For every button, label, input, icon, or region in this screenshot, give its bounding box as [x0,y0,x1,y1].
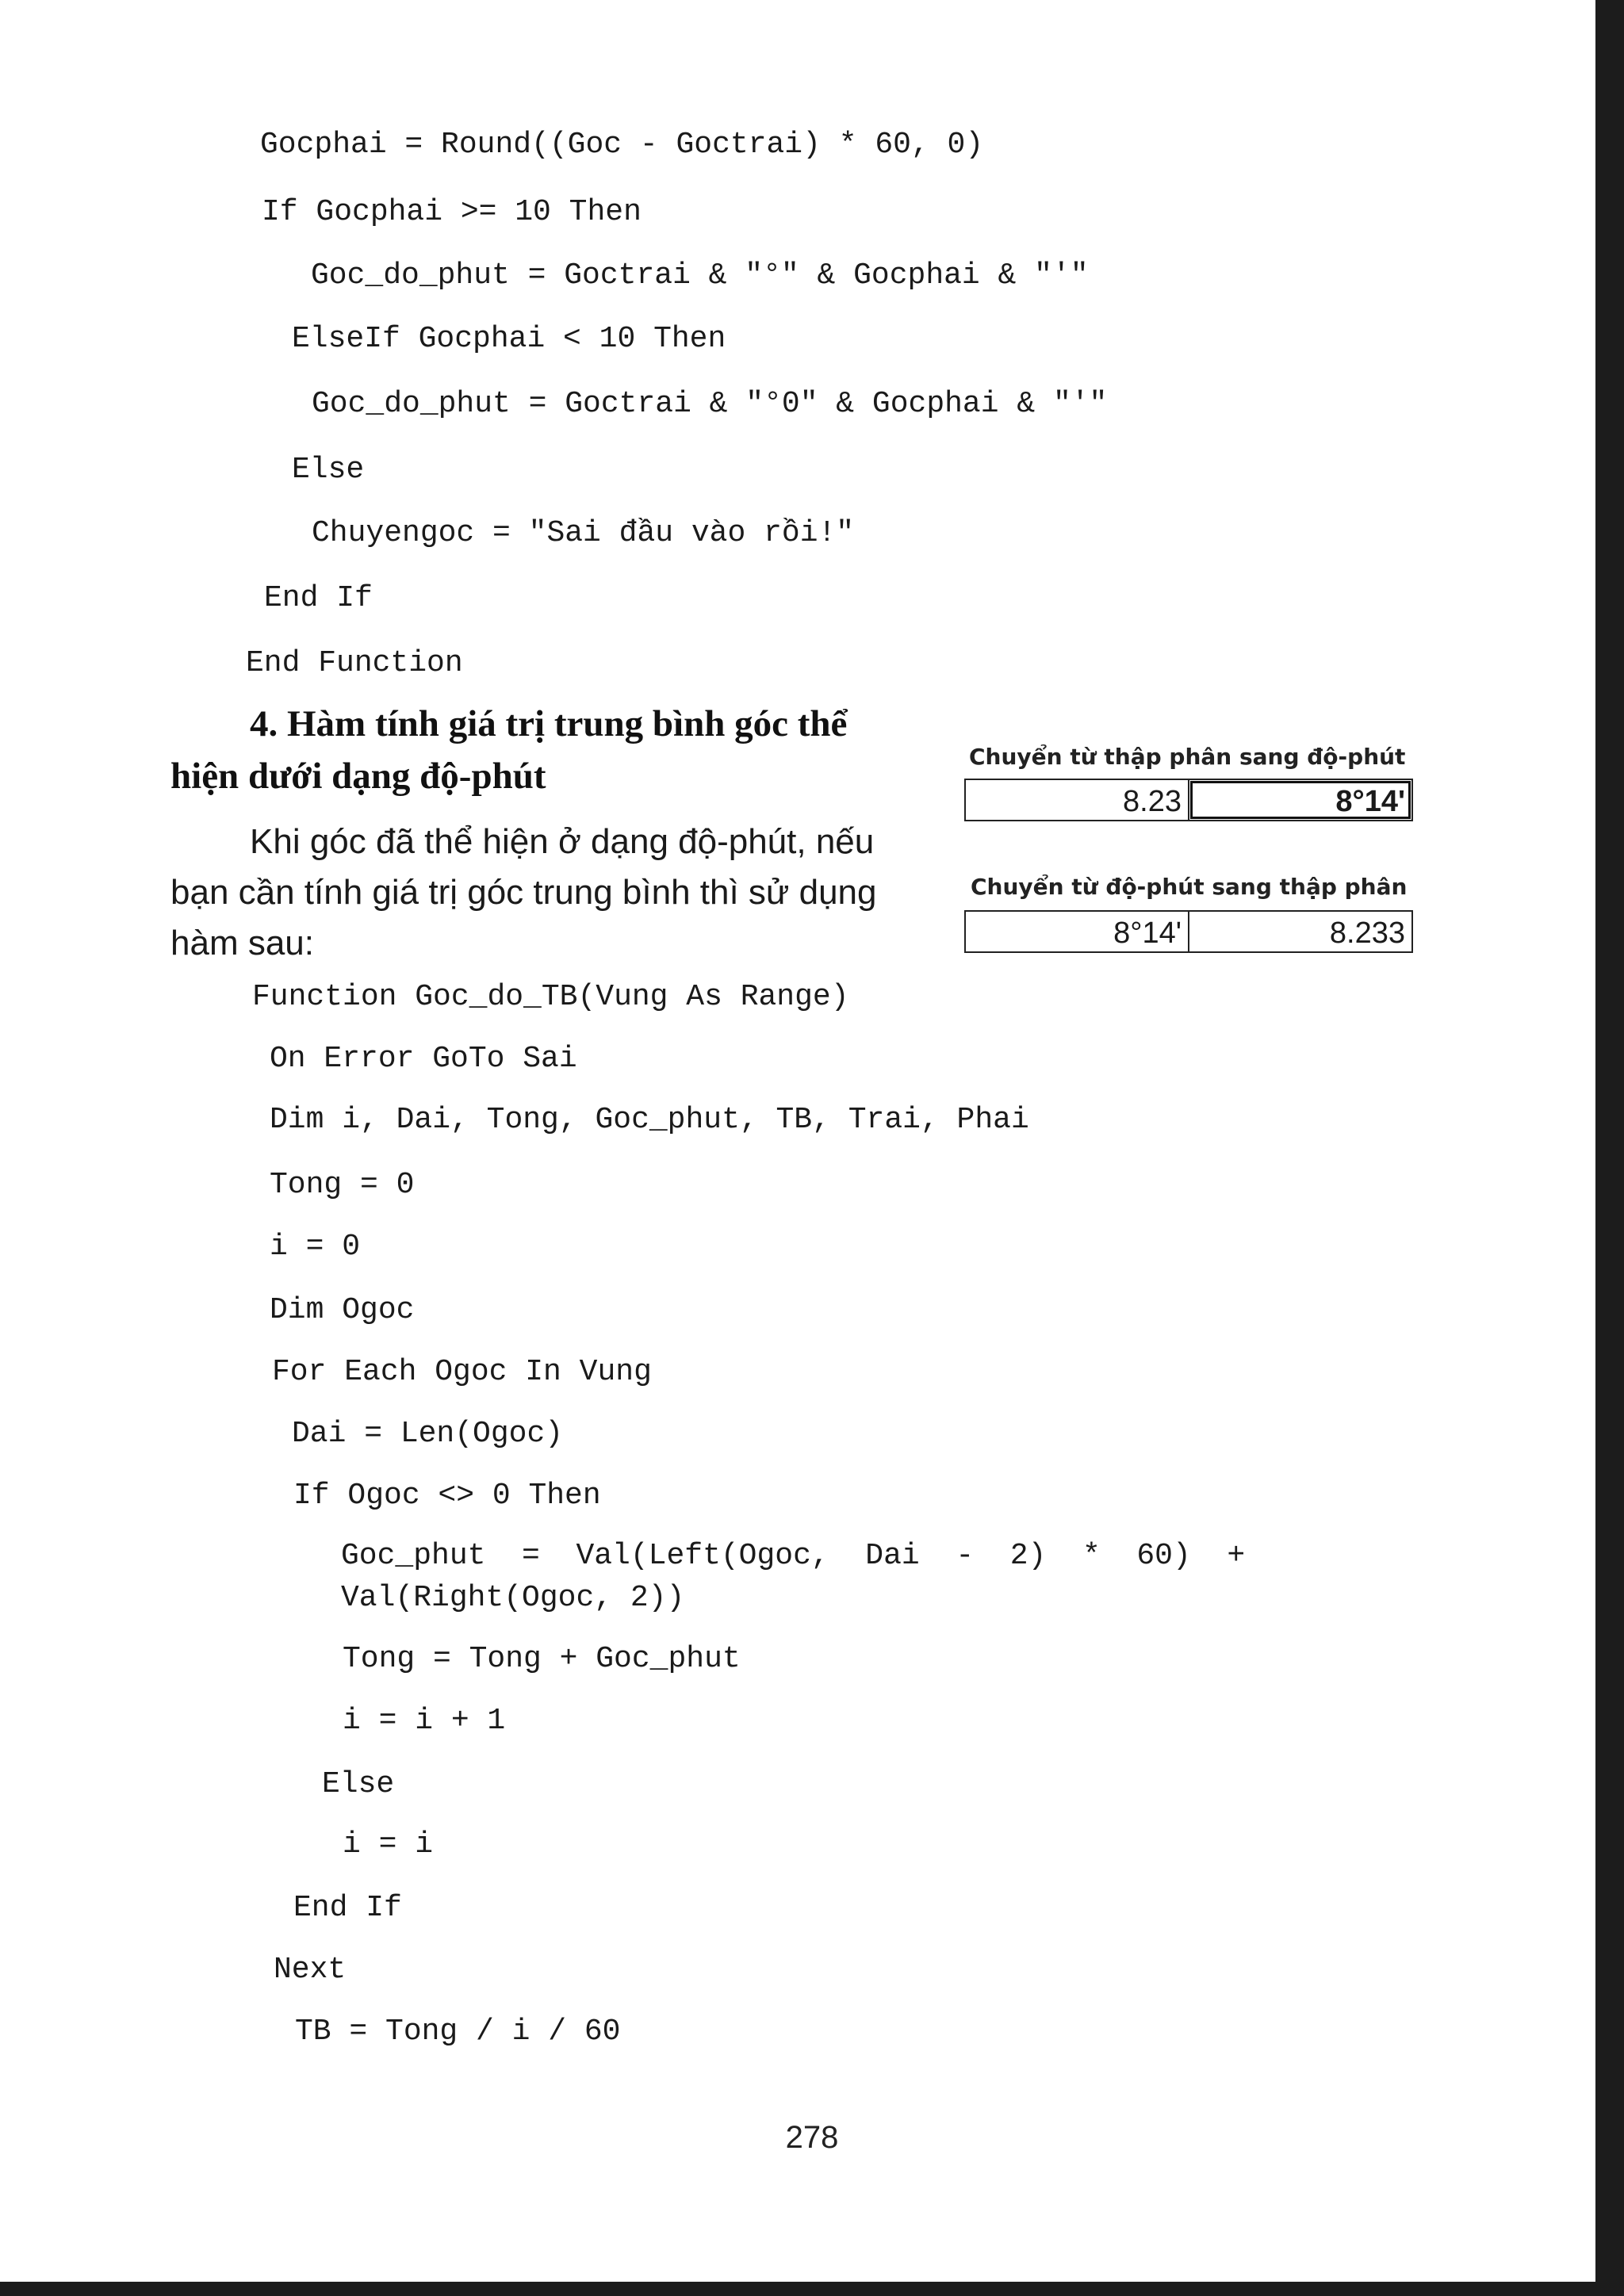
code-line: Dim i, Dai, Tong, Goc_phut, TB, Trai, Phai [270,1103,1029,1137]
scan-edge-bottom [0,2282,1624,2296]
paragraph-line-2: bạn cần tính giá trị góc trung bình thì sử dụng [170,873,877,912]
code-line: Chuyengoc = "Sai đầu vào rồi!" [312,516,855,550]
code-line: Tong = Tong + Goc_phut [343,1642,741,1676]
code-line: ElseIf Gocphai < 10 Then [292,322,726,356]
section-heading [170,698,944,802]
conversion-table-dm-to-decimal [964,910,1413,953]
code-line: If Ogoc <> 0 Then [293,1479,601,1513]
scan-edge-right [1595,0,1624,2296]
code-line: Else [322,1767,395,1801]
code-line: Next [274,1953,347,1987]
code-line: Gocphai = Round((Goc - Goctrai) * 60, 0) [260,128,984,162]
code-line: Goc_do_phut = Goctrai & "°" & Gocphai & "'" [311,258,1089,293]
code-line: End If [264,581,373,615]
code-line: i = i + 1 [343,1704,506,1738]
code-line: End If [293,1891,402,1925]
code-line: TB = Tong / i / 60 [295,2015,621,2049]
code-line: Goc_phut = Val(Left(Ogoc, Dai - 2) * 60) + [341,1539,1246,1573]
conversion-table-decimal-to-dm [964,779,1413,821]
code-line: i = 0 [270,1230,361,1264]
code-line: If Gocphai >= 10 Then [262,195,642,229]
table-cell-degree-minute[interactable]: 8°14' [966,912,1189,951]
code-line: Val(Right(Ogoc, 2)) [341,1581,685,1615]
table-cell-decimal-result[interactable]: 8.233 [1329,916,1405,950]
table-cell-decimal[interactable]: 8.23 [966,780,1189,820]
code-line: End Function [246,646,463,680]
paragraph-line-3: hàm sau: [170,924,314,962]
code-line: On Error GoTo Sai [270,1042,577,1076]
table-caption-decimal-to-dm: Chuyển từ thập phân sang độ-phút [969,744,1406,770]
code-line: Tong = 0 [270,1168,415,1202]
code-line: Function Goc_do_TB(Vung As Range) [252,980,849,1014]
code-line: For Each Ogoc In Vung [272,1355,652,1389]
body-paragraph [170,817,932,969]
code-line: Goc_do_phut = Goctrai & "°0" & Gocphai & "'" [312,387,1108,421]
heading-line-1: 4. Hàm tính giá trị trung bình góc thể [250,703,848,744]
code-line: Dim Ogoc [270,1293,415,1327]
table-cell-degree-minute-selected[interactable]: 8°14' [1189,780,1411,820]
code-line: Else [292,453,365,487]
code-line: Dai = Len(Ogoc) [292,1417,564,1451]
heading-line-2: hiện dưới dạng độ-phút [170,756,546,797]
code-line: i = i [343,1827,434,1862]
page-number: 278 [785,2120,839,2155]
table-caption-dm-to-decimal: Chuyển từ độ-phút sang thập phân [971,874,1408,900]
paragraph-line-1: Khi góc đã thể hiện ở dạng độ-phút, nếu [250,822,875,861]
